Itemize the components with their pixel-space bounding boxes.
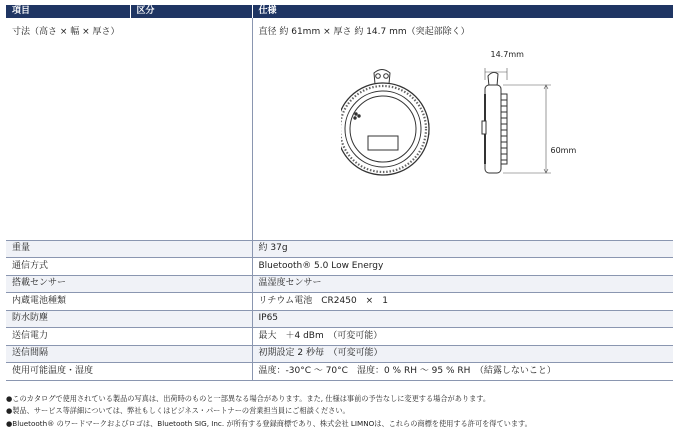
row-label: 内蔵電池種類 xyxy=(6,293,252,311)
table-header-row xyxy=(6,5,673,18)
thickness-dimension-label: 14.7mm xyxy=(490,50,524,59)
table-row xyxy=(6,328,673,346)
row-value: IP65 xyxy=(252,310,673,328)
footnote: ●製品、サービス等詳細については、弊社もしくはビジネス・パートナーの営業担当員にご相談ください。 xyxy=(6,406,350,416)
row-label: 送信間隔 xyxy=(6,345,252,363)
spec-table xyxy=(6,5,673,381)
row-value: 最大 ＋4 dBm （可変可能） xyxy=(252,328,673,346)
row-value: 温度：-30°C 〜 70°C 湿度：0 % RH 〜 95 % RH （結露しないこと） xyxy=(252,363,673,381)
row-value: 約 37g xyxy=(252,240,673,258)
row-value: リチウム電池 CR2450 × 1 xyxy=(252,293,673,311)
header-category: 区分 xyxy=(130,5,252,18)
row-label: 寸法（高さ × 幅 × 厚さ） xyxy=(6,18,252,240)
footnotes xyxy=(6,393,676,430)
row-value: 温湿度センサー xyxy=(252,275,673,293)
header-spec: 仕様 xyxy=(252,5,673,18)
row-label: 通信方式 xyxy=(6,258,252,276)
table-row xyxy=(6,345,673,363)
row-label: 使用可能温度・湿度 xyxy=(6,363,252,381)
row-label: 搭載センサー xyxy=(6,275,252,293)
row-value-cell xyxy=(252,18,673,240)
table-row xyxy=(6,310,673,328)
footnote: ●Bluetooth® のワードマークおよびロゴは、Bluetooth SIG, Inc. が所有する登録商標であり、株式会社 LIMNOは、これらの商標を使用する許可を得ています。 xyxy=(6,418,532,428)
row-label: 送信電力 xyxy=(6,328,252,346)
row-label: 重量 xyxy=(6,240,252,258)
device-diagram xyxy=(341,68,571,228)
row-label: 防水防塵 xyxy=(6,310,252,328)
table-row-dimensions xyxy=(6,18,673,240)
device-side-view xyxy=(482,72,507,173)
row-value: Bluetooth® 5.0 Low Energy xyxy=(252,258,673,276)
table-row xyxy=(6,258,673,276)
row-value: 初期設定 2 秒毎 （可変可能） xyxy=(252,345,673,363)
table-row xyxy=(6,363,673,381)
footnote: ●このカタログで使用されている製品の写真は、出荷時のものと一部異なる場合があります。また, 仕様は事前の予告なしに変更する場合があります。 xyxy=(6,394,491,403)
table-row xyxy=(6,275,673,293)
header-item: 項目 xyxy=(6,5,130,18)
table-row xyxy=(6,240,673,258)
table-row xyxy=(6,293,673,311)
row-value: 直径 約 61mm × 厚さ 約 14.7 mm（突起部除く） xyxy=(258,27,470,37)
height-dimension-label: 60mm xyxy=(550,146,577,155)
device-front-view xyxy=(341,70,429,176)
